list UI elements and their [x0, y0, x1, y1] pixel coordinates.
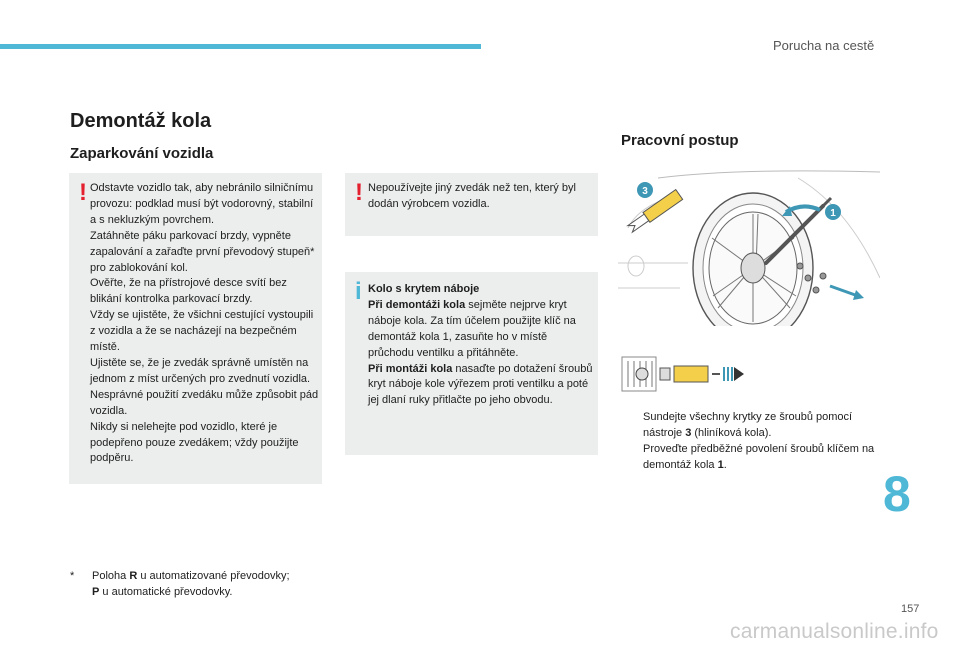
- parking-warning-text: [90, 181, 320, 467]
- footnote-marker: *: [70, 570, 75, 582]
- hubcap-refit-text: nasaďte po dotažení šroubů kryt náboje kole výřezem proti ventilku a poté jej dlaní ruky přitlačte po jeho obvodu.: [368, 362, 593, 407]
- page-title: Demontáž kola: [70, 110, 212, 132]
- warning-paragraph: Odstavte vozidlo tak, aby nebránilo silničnímu provozu: podklad musí být vodorovný, stabilní a s nekluzkým povrchem.: [90, 182, 314, 226]
- warning-paragraph: Vždy se ujistěte, že všichni cestující vystoupili z vozidla a že se nacházejí na bezpečném místě.: [90, 309, 314, 354]
- footnote-bold: P: [92, 586, 100, 598]
- hubcap-info-text: [368, 282, 593, 409]
- wheel-removal-illustration: [618, 168, 880, 326]
- page-number: 157: [901, 603, 920, 615]
- step-text: Proveďte předběžné povolení šroubů klíčem na demontáž kola: [643, 442, 875, 471]
- step-text: .: [723, 458, 727, 471]
- warning-icon: !: [355, 179, 363, 206]
- footnote-text: u automatické převodovky.: [99, 586, 233, 598]
- info-icon: i: [355, 278, 362, 305]
- footnote-text: u automatizované převodovky;: [137, 570, 290, 582]
- running-header: Porucha na cestě: [773, 38, 875, 53]
- hubcap-info-box: [345, 272, 598, 455]
- figure-label-1: 1: [830, 208, 836, 219]
- parking-heading: Zaparkování vozidla: [70, 145, 214, 162]
- warning-icon: !: [79, 179, 87, 206]
- jack-warning-box: [345, 173, 598, 236]
- hubcap-removal-text: sejměte nejprve kryt náboje kola. Za tím účelem použijte klíč na demontáž kola 1, zasuňte ho v místě průchodu ventilku a přitáhněte.: [368, 298, 576, 359]
- step-item: [620, 442, 890, 474]
- chapter-number: 8: [883, 466, 911, 522]
- parking-warning-box: [69, 173, 322, 484]
- warning-paragraph: Ujistěte se, že je zvedák správně umístěn na jednom z míst určených pro zvednutí vozidla. Nesprávné použití zvedáku může způsobit pád vozidla.: [90, 356, 319, 417]
- warning-paragraph: Zatáhněte páku parkovací brzdy, vypněte zapalování a zařaďte první převodový stupeň* pro zablokování kol.: [90, 229, 315, 274]
- bolt-cap-tool-illustration: [620, 353, 748, 395]
- hubcap-refit-label: Při montáži kola: [368, 362, 453, 375]
- figure-label-3: 3: [642, 186, 648, 197]
- step-text: Sundejte všechny krytky ze šroubů pomocí nástroje: [643, 411, 853, 439]
- hubcap-title: Kolo s krytem náboje: [368, 283, 480, 295]
- warning-paragraph: Ověřte, že na přístrojové desce svítí bez blikání kontrolka parkovací brzdy.: [90, 277, 287, 306]
- jack-warning-text: Nepoužívejte jiný zvedák než ten, který byl dodán výrobcem vozidla.: [368, 182, 576, 210]
- step-bold: 1: [717, 458, 724, 471]
- procedure-steps: [620, 410, 890, 474]
- hubcap-removal-label: Při demontáži kola: [368, 298, 466, 311]
- step-bold: 3: [685, 426, 692, 439]
- watermark: carmanualsonline.info: [730, 620, 939, 643]
- header-accent-bar: [0, 44, 481, 49]
- procedure-heading: Pracovní postup: [621, 132, 739, 149]
- footnote-text: Poloha: [92, 570, 130, 582]
- footnote-bold: R: [129, 570, 138, 582]
- step-text: (hliníková kola).: [691, 426, 772, 439]
- step-item: [620, 410, 890, 442]
- warning-paragraph: Nikdy si nelehejte pod vozidlo, které je podepřeno pouze zvedákem; vždy použijte podpěru.: [90, 420, 299, 465]
